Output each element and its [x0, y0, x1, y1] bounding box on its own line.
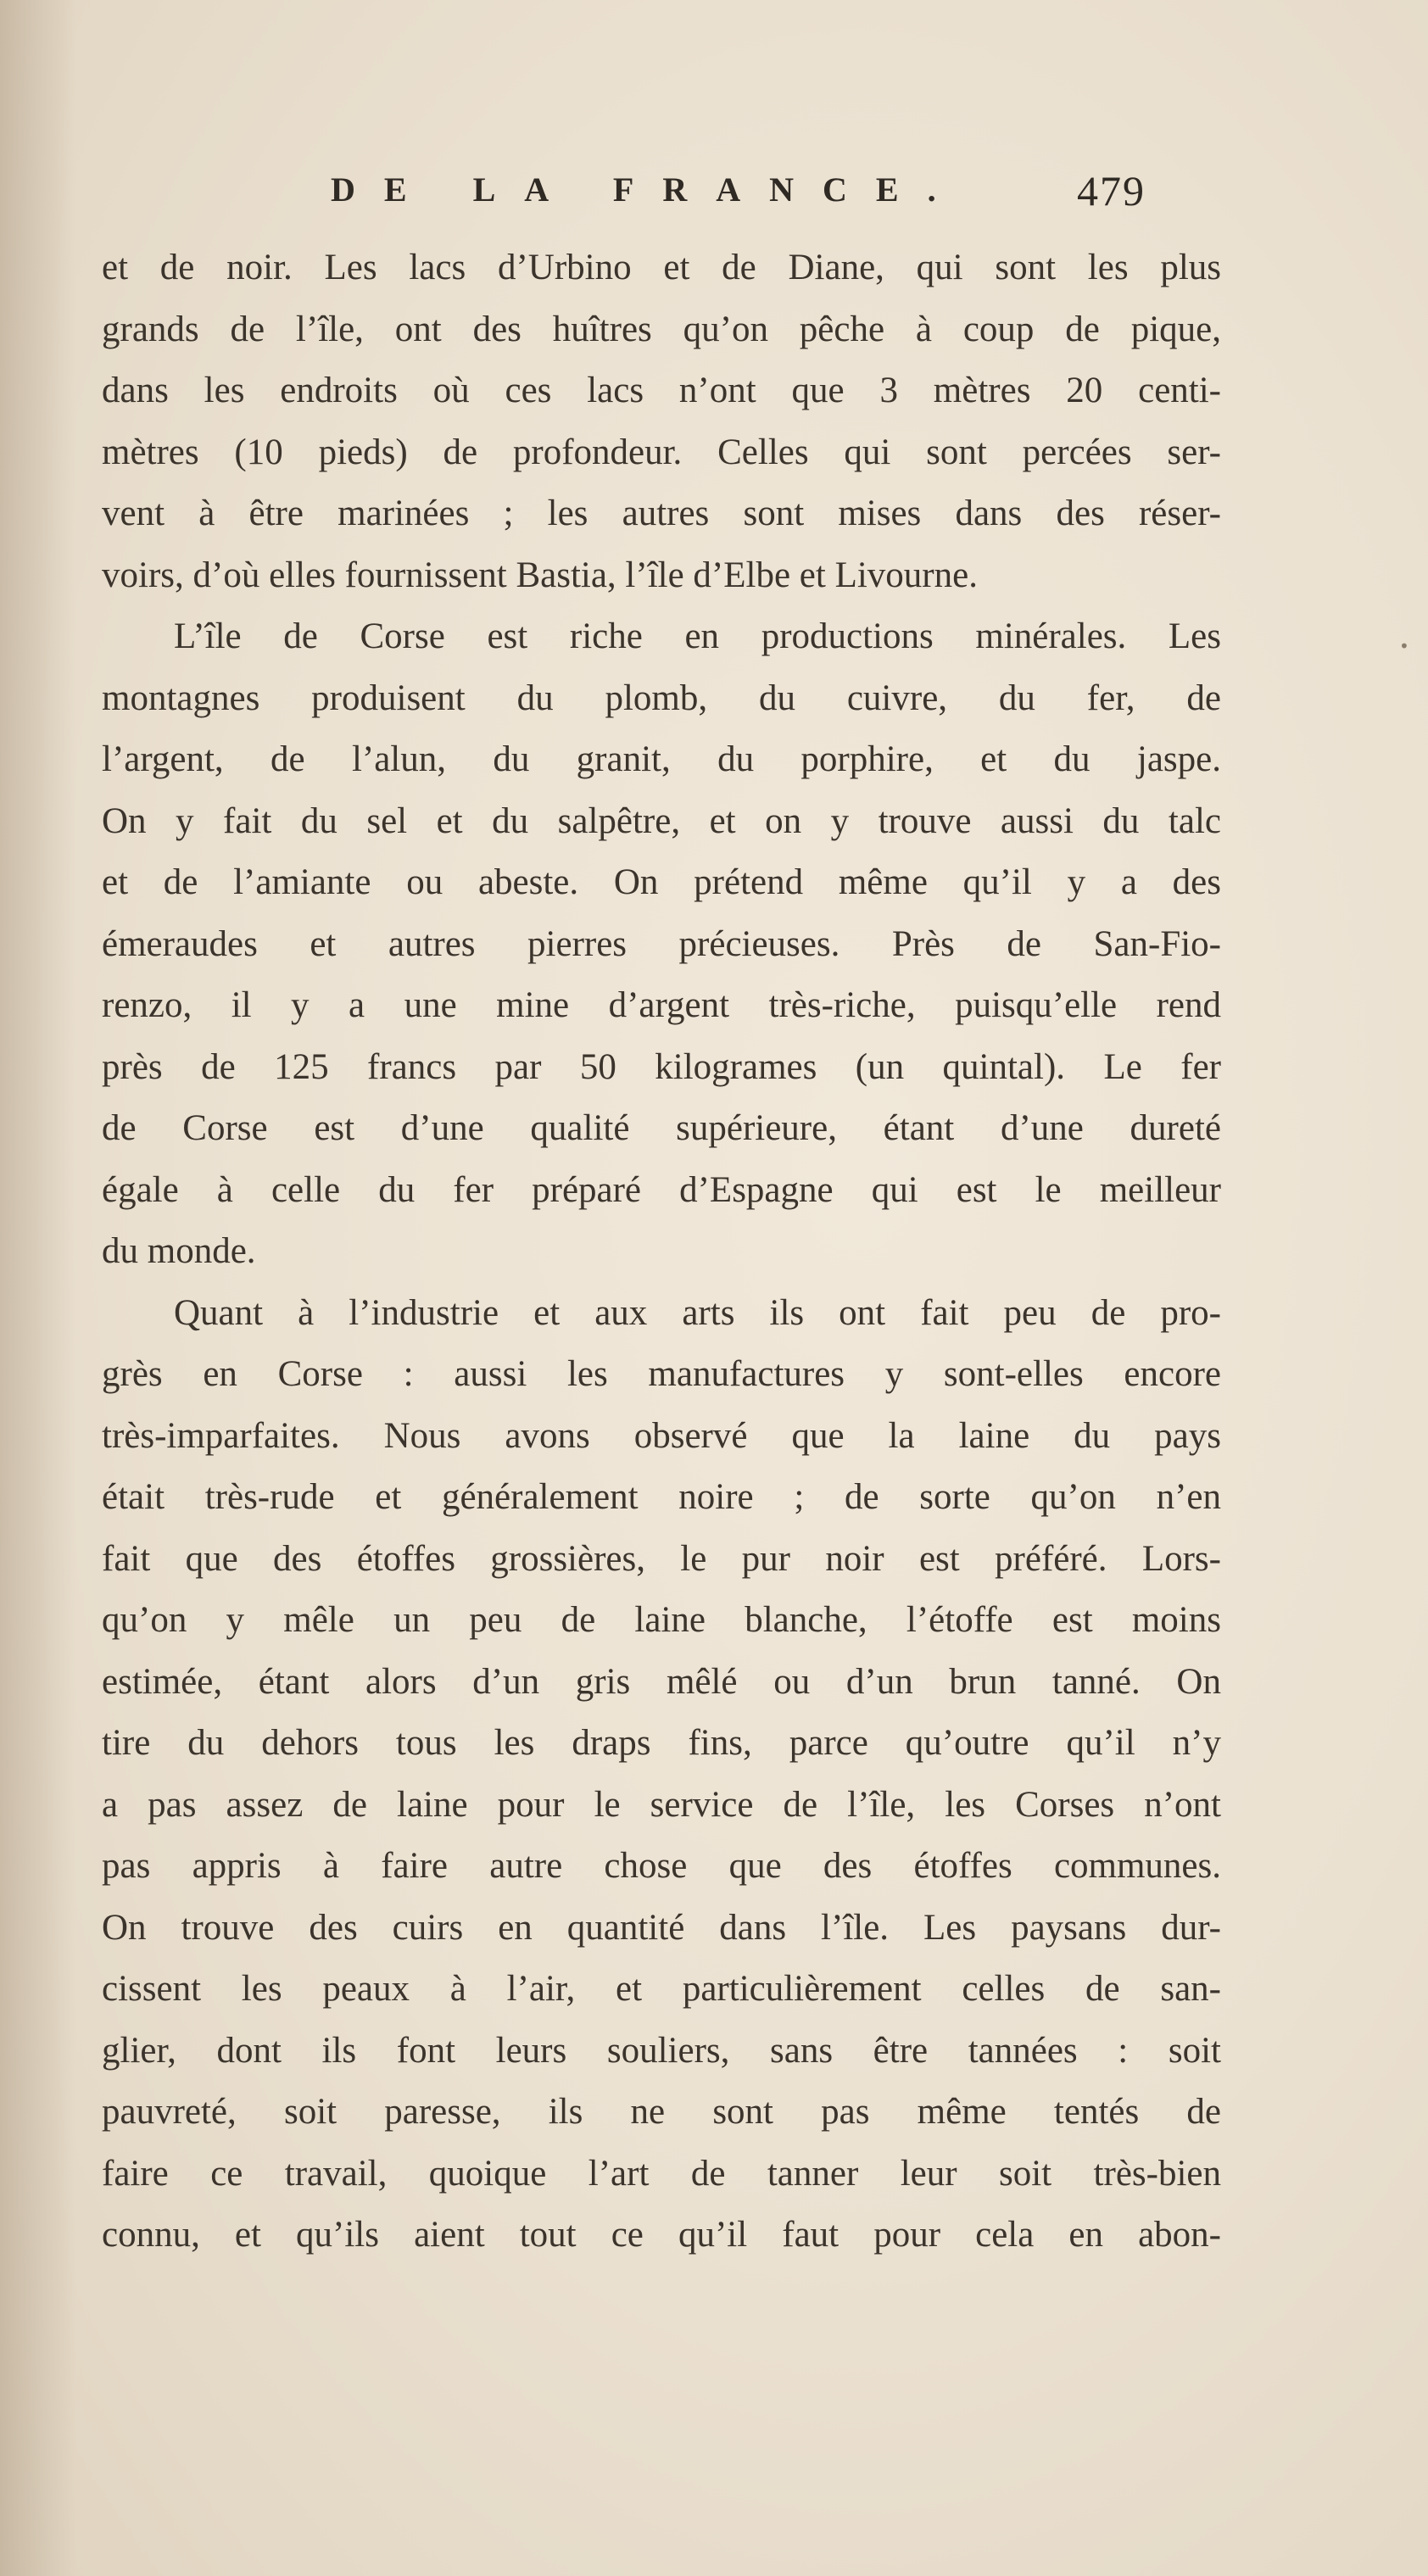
text-line: égale à celle du fer préparé d’Espagne qui est le meilleur — [102, 1169, 1221, 1210]
text-line: tire du dehors tous les draps fins, parce qu’outre qu’il n’y — [102, 1723, 1221, 1763]
text-line: émeraudes et autres pierres précieuses. Près de San-Fio- — [102, 923, 1221, 964]
text-line: pauvreté, soit paresse, ils ne sont pas même tentés de — [102, 2092, 1221, 2132]
text-line: très-imparfaites. Nous avons observé que la laine du pays — [102, 1415, 1221, 1456]
text-line: voirs, d’où elles fournissent Bastia, l’île d’Elbe et Livourne. — [102, 555, 978, 595]
text-line: Quant à l’industrie et aux arts ils ont fait peu de pro- — [174, 1292, 1221, 1333]
text-line: était très-rude et généralement noire ; de sorte qu’on n’en — [102, 1477, 1221, 1517]
text-line: renzo, il y a une mine d’argent très-riche, puisqu’elle rend — [102, 985, 1221, 1025]
text-line: dans les endroits où ces lacs n’ont que 3 mètres 20 centi- — [102, 371, 1221, 410]
text-line: de Corse est d’une qualité supérieure, étant d’une dureté — [102, 1108, 1221, 1148]
text-line: faire ce travail, quoique l’art de tanner leur soit très-bien — [102, 2153, 1221, 2194]
text-line: On y fait du sel et du salpêtre, et on y trouve aussi du talc — [102, 800, 1221, 841]
text-line: glier, dont ils font leurs souliers, sans être tannées : soit — [102, 2030, 1221, 2071]
body-text — [102, 237, 1221, 2267]
margin-speck: • — [1399, 636, 1409, 656]
text-line: fait que des étoffes grossières, le pur noir est préféré. Lors- — [102, 1538, 1221, 1579]
page-gutter-shadow — [0, 0, 76, 2576]
text-line: estimée, étant alors d’un gris mêlé ou d’un brun tanné. On — [102, 1661, 1221, 1702]
text-line: grès en Corse : aussi les manufactures y sont-elles encore — [102, 1354, 1221, 1394]
text-line: du monde. — [102, 1231, 256, 1271]
text-line: montagnes produisent du plomb, du cuivre, du fer, de — [102, 677, 1221, 718]
text-line: qu’on y mêle un peu de laine blanche, l’étoffe est moins — [102, 1600, 1221, 1640]
running-title: DE LA FRANCE. — [331, 170, 965, 209]
text-line: On trouve des cuirs en quantité dans l’île. Les paysans dur- — [102, 1907, 1221, 1948]
text-line: L’île de Corse est riche en productions minérales. Les — [174, 616, 1221, 656]
text-line: l’argent, de l’alun, du granit, du porphire, et du jaspe. — [102, 739, 1221, 779]
text-line: mètres (10 pieds) de profondeur. Celles qui sont percées ser- — [102, 432, 1221, 472]
text-line: connu, et qu’ils aient tout ce qu’il faut pour cela en abon- — [102, 2215, 1221, 2255]
text-line: cissent les peaux à l’air, et particulièrement celles de san- — [102, 1969, 1221, 2009]
text-line: pas appris à faire autre chose que des étoffes communes. — [102, 1846, 1221, 1886]
text-line: et de noir. Les lacs d’Urbino et de Diane, qui sont les plus — [102, 248, 1221, 287]
text-line: près de 125 francs par 50 kilogrames (un quintal). Le fer — [102, 1046, 1221, 1087]
text-line: et de l’amiante ou abeste. On prétend même qu’il y a des — [102, 862, 1221, 902]
text-line: vent à être marinées ; les autres sont mises dans des réser- — [102, 493, 1221, 533]
text-line: a pas assez de laine pour le service de l’île, les Corses n’ont — [102, 1784, 1221, 1825]
page-number: 479 — [1077, 167, 1146, 215]
text-line: grands de l’île, ont des huîtres qu’on pêche à coup de pique, — [102, 309, 1221, 349]
